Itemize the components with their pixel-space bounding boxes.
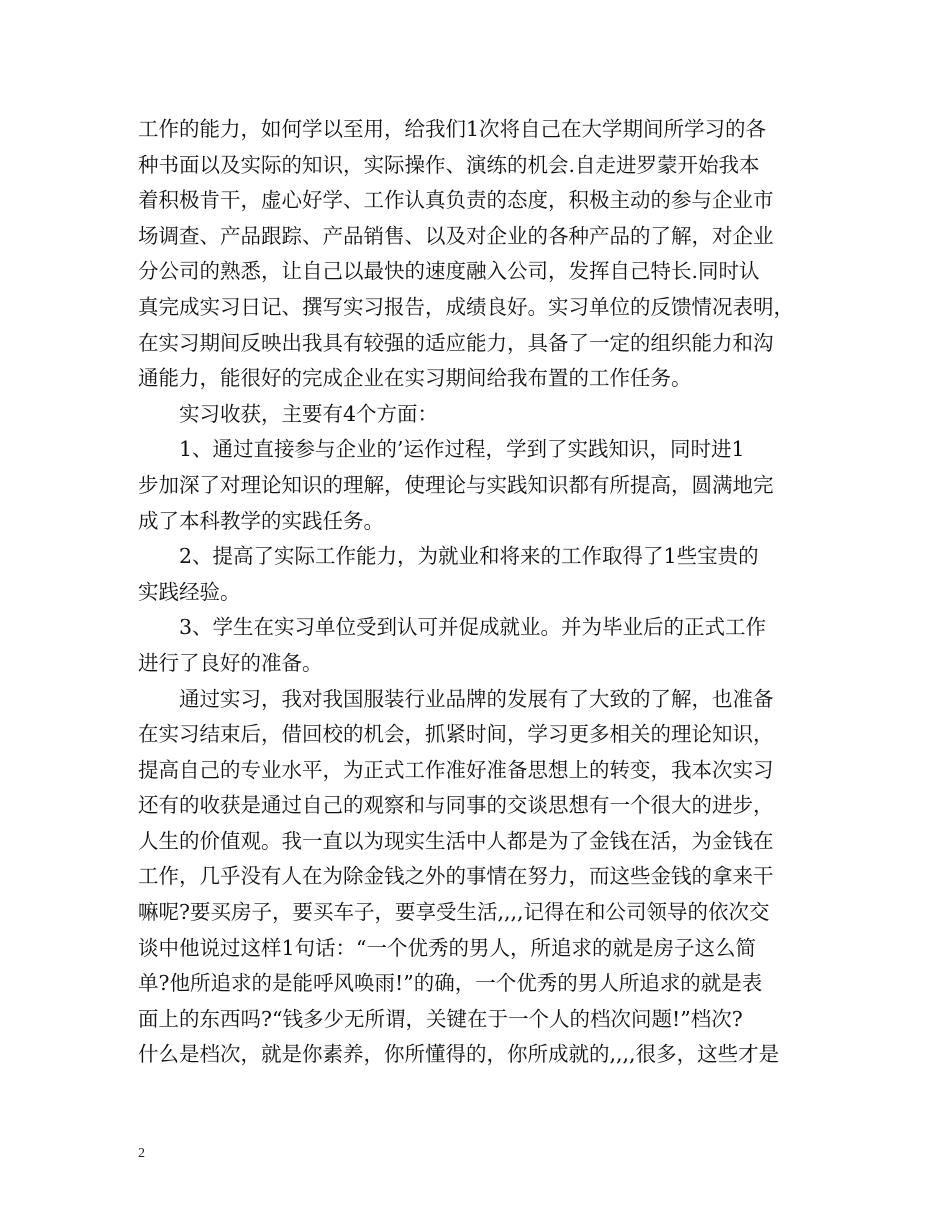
text-line: 着积极肯干，虚心好学、工作认真负责的态度，积极主动的参与企业市 (138, 188, 774, 213)
text-line: 工作的能力，如何学以至用，给我们1次将自己在大学期间所学习的各 (138, 117, 767, 141)
text-line: 在实习期间反映出我具有较强的适应能力，具备了一定的组织能力和沟 (138, 330, 774, 355)
document-body (138, 112, 828, 1073)
text-line: 分公司的熟悉，让自己以最快的速度融入公司，发挥自己特长.同时认 (138, 259, 760, 284)
text-line: 工作，几乎没有人在为除金钱之外的事情在努力，而这些金钱的拿来干 (138, 864, 774, 889)
text-line: 场调查、产品跟踪、产品销售、以及对企业的各种产品的了解，对企业 (138, 223, 774, 248)
text-line: 步加深了对理论知识的理解，使理论与实践知识都有所提高，圆满地完 (138, 472, 774, 497)
text-line: 成了本科教学的实践任务。 (138, 508, 384, 533)
text-line: 通能力，能很好的完成企业在实习期间给我布置的工作任务。 (138, 366, 692, 391)
text-line: 实践经验。 (138, 579, 241, 604)
text-line: 谈中他说过这样1句话：“一个优秀的男人，所追求的就是房子这么简 (138, 935, 757, 960)
text-line: 种书面以及实际的知识，实际操作、演练的机会.自走进罗蒙开始我本 (138, 152, 760, 177)
text-line: 通过实习，我对我国服装行业品牌的发展有了大致的了解，也准备 (179, 686, 774, 711)
text-line: 3、学生在实习单位受到认可并促成就业。并为毕业后的正式工作 (179, 615, 767, 640)
text-line: 什么是档次，就是你素养，你所懂得的，你所成就的,,,,很多，这些才是 (138, 1042, 780, 1067)
text-line: 1、通过直接参与企业的’运作过程，学到了实践知识，同时进1 (179, 437, 745, 462)
text-line: 人生的价值观。我一直以为现实生活中人都是为了金钱在活，为金钱在 (138, 828, 774, 853)
text-line: 还有的收获是通过自己的观察和与同事的交谈思想有一个很大的进步， (138, 793, 774, 818)
text-line: 面上的东西吗?“钱多少无所谓，关键在于一个人的档次问题!”档次? (138, 1006, 743, 1031)
text-line: 进行了良好的准备。 (138, 650, 323, 675)
text-line: 在实习结束后，借回校的机会，抓紧时间，学习更多相关的理论知识， (138, 722, 774, 747)
text-line: 真完成实习日记、撰写实习报告，成绩良好。实习单位的反馈情况表明， (138, 294, 794, 319)
text-line: 提高自己的专业水平，为正式工作准好准备思想上的转变，我本次实习 (138, 757, 774, 782)
text-line: 2、提高了实际工作能力，为就业和将来的工作取得了1些宝贵的 (179, 544, 759, 569)
text-line: 嘛呢?要买房子，要买车子，要享受生活,,,,记得在和公司领导的依次交 (138, 900, 770, 925)
text-line: 单?他所追求的是能呼风唤雨!”的确，一个优秀的男人所追求的就是表 (138, 971, 763, 996)
text-line: 实习收获，主要有4个方面： (179, 401, 439, 426)
page-number: 2 (138, 1146, 145, 1161)
